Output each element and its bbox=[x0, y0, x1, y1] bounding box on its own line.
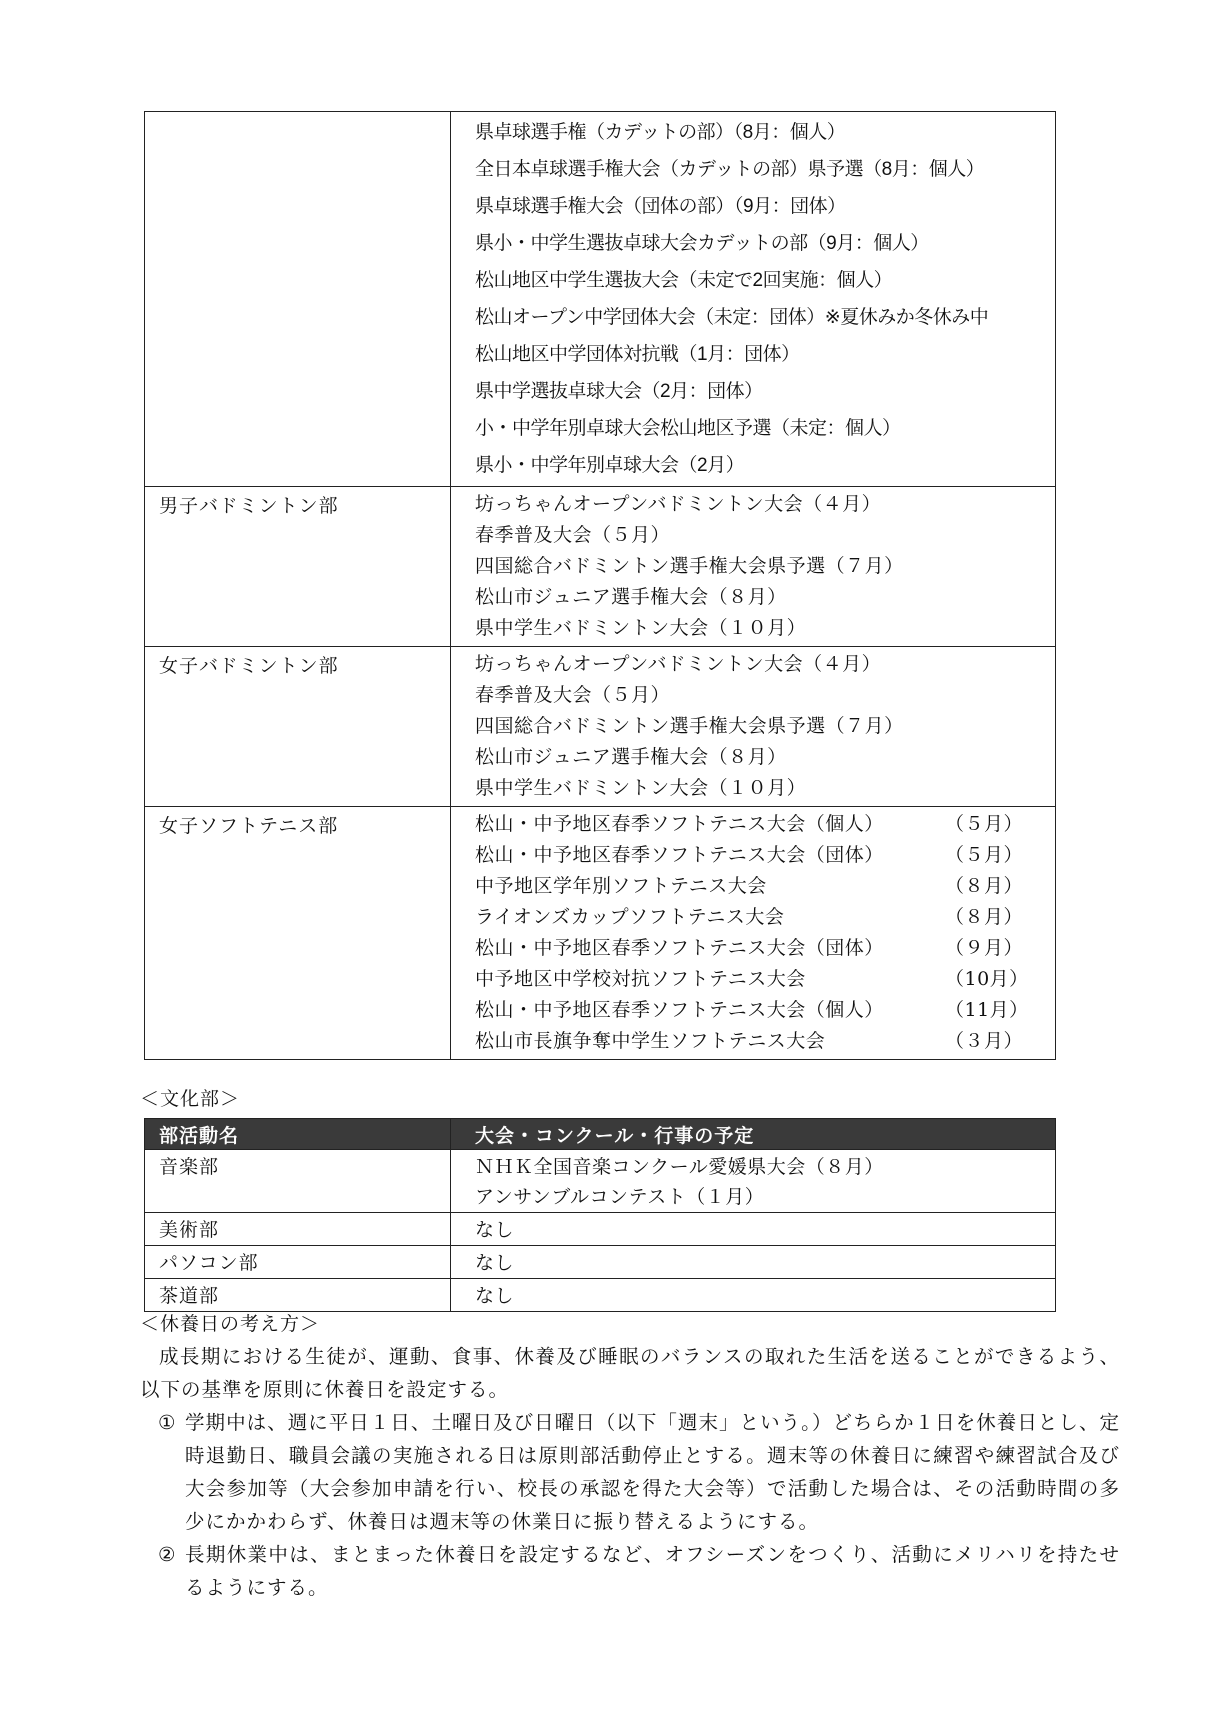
event-item bbox=[475, 299, 1055, 336]
rest-day-policy bbox=[140, 1340, 1120, 1604]
event-item: アンサンブルコンテスト（１月） bbox=[475, 1186, 765, 1208]
item-number: ② bbox=[158, 1543, 177, 1566]
rest-day-section-label: ＜休養日の考え方＞ bbox=[140, 1313, 321, 1335]
event-month: （９月） bbox=[945, 937, 1024, 959]
table-row bbox=[145, 112, 1056, 487]
club-name: 音楽部 bbox=[145, 1150, 451, 1213]
event-list bbox=[451, 1279, 1056, 1312]
event-name: 松山地区中学生選抜大会（未定で2回実施：個人） bbox=[475, 270, 893, 291]
event-item bbox=[475, 649, 1055, 680]
event-name: 県小・中学生選抜卓球大会カデットの部（9月：個人） bbox=[475, 233, 929, 254]
event-item bbox=[475, 613, 1055, 644]
event-item bbox=[475, 447, 1055, 484]
event-name: 県小・中学年別卓球大会（2月） bbox=[475, 455, 745, 476]
event-month: （３月） bbox=[945, 1030, 1024, 1052]
event-item bbox=[475, 582, 1055, 613]
header-events: 大会・コンクール・行事の予定 bbox=[451, 1119, 1056, 1150]
event-item bbox=[475, 1026, 1055, 1057]
header-club: 部活動名 bbox=[145, 1119, 451, 1150]
event-name: 県中学生バドミントン大会（１０月） bbox=[475, 777, 807, 799]
table-row bbox=[145, 487, 1056, 647]
event-item bbox=[475, 336, 1055, 373]
table-row bbox=[145, 1213, 1056, 1246]
event-name: 県中学生バドミントン大会（１０月） bbox=[475, 617, 807, 639]
event-name: 春季普及大会（５月） bbox=[475, 684, 671, 706]
event-item: ＮＨＫ全国音楽コンクール愛媛県大会（８月） bbox=[475, 1156, 884, 1178]
event-month: （10月） bbox=[945, 968, 1029, 990]
event-item: なし bbox=[475, 1285, 515, 1307]
event-name: 坊っちゃんオープンバドミントン大会（４月） bbox=[475, 493, 882, 515]
event-name: 坊っちゃんオープンバドミントン大会（４月） bbox=[475, 653, 882, 675]
event-item bbox=[475, 225, 1055, 262]
event-name: 中予地区中学校対抗ソフトテニス大会 bbox=[475, 968, 806, 990]
event-item bbox=[475, 995, 1055, 1026]
club-name: パソコン部 bbox=[145, 1246, 451, 1279]
event-item bbox=[475, 933, 1055, 964]
event-name: 松山市長旗争奪中学生ソフトテニス大会 bbox=[475, 1030, 826, 1052]
event-name: 四国総合バドミントン選手権大会県予選（７月） bbox=[475, 555, 904, 577]
club-name: 男子バドミントン部 bbox=[145, 487, 451, 647]
event-month: （８月） bbox=[945, 906, 1024, 928]
event-item bbox=[475, 773, 1055, 804]
event-month: （５月） bbox=[945, 813, 1024, 835]
sports-club-table-body bbox=[145, 112, 1056, 1060]
event-item bbox=[475, 520, 1055, 551]
club-name: 美術部 bbox=[145, 1213, 451, 1246]
event-item bbox=[475, 551, 1055, 582]
event-item bbox=[475, 680, 1055, 711]
club-name: 茶道部 bbox=[145, 1279, 451, 1312]
event-name: 松山・中予地区春季ソフトテニス大会（個人） bbox=[475, 813, 884, 835]
culture-club-table-body bbox=[145, 1150, 1056, 1312]
event-name: 松山・中予地区春季ソフトテニス大会（団体） bbox=[475, 937, 884, 959]
table-row bbox=[145, 807, 1056, 1060]
event-item bbox=[475, 262, 1055, 299]
event-item bbox=[475, 871, 1055, 902]
event-item bbox=[475, 151, 1055, 188]
event-list bbox=[451, 1150, 1056, 1213]
sports-club-table bbox=[144, 111, 1056, 1060]
event-list bbox=[451, 1246, 1056, 1279]
table-header-row bbox=[145, 1119, 1056, 1150]
event-name: ライオンズカップソフトテニス大会 bbox=[475, 906, 785, 928]
event-name: 春季普及大会（５月） bbox=[475, 524, 671, 546]
item-text: 学期中は、週に平日１日、土曜日及び日曜日（以下「週末」という。）どちらか１日を休養日とし、定時退勤日、職員会議の実施される日は原則部活動停止とする。週末等の休養日に練習や練習試合及び大会参加等（大会参加申請を行い、校長の承認を得た大会等）で活動した場合は、その活動時間の多少にかかわらず、休養日は週末等の休業日に振り替えるようにする。 bbox=[185, 1411, 1120, 1533]
rest-day-intro: 成長期における生徒が、運動、食事、休養及び睡眠のバランスの取れた生活を送ることができるよう、以下の基準を原則に休養日を設定する。 bbox=[140, 1345, 1120, 1401]
club-name bbox=[145, 112, 451, 487]
event-list bbox=[451, 647, 1056, 807]
event-name: 松山地区中学団体対抗戦（1月：団体） bbox=[475, 344, 800, 365]
rest-day-item bbox=[140, 1406, 1120, 1538]
club-name: 女子バドミントン部 bbox=[145, 647, 451, 807]
event-item bbox=[475, 114, 1055, 151]
event-month: （８月） bbox=[945, 875, 1024, 897]
event-name: 四国総合バドミントン選手権大会県予選（７月） bbox=[475, 715, 904, 737]
event-month: （11月） bbox=[945, 999, 1029, 1021]
event-list bbox=[451, 807, 1056, 1060]
event-item: なし bbox=[475, 1252, 515, 1274]
item-number: ① bbox=[158, 1411, 177, 1434]
event-name: 県卓球選手権大会（団体の部）（9月：団体） bbox=[475, 196, 846, 217]
event-item bbox=[475, 902, 1055, 933]
rest-day-item bbox=[140, 1538, 1120, 1604]
event-list bbox=[451, 1213, 1056, 1246]
event-item bbox=[475, 840, 1055, 871]
event-name: 中予地区学年別ソフトテニス大会 bbox=[475, 875, 767, 897]
table-row bbox=[145, 1279, 1056, 1312]
event-item bbox=[475, 742, 1055, 773]
event-item bbox=[475, 373, 1055, 410]
event-item bbox=[475, 809, 1055, 840]
event-name: 松山市ジュニア選手権大会（８月） bbox=[475, 746, 787, 768]
event-name: 全日本卓球選手権大会（カデットの部）県予選（8月：個人） bbox=[475, 159, 985, 180]
item-text: 長期休業中は、まとまった休養日を設定するなど、オフシーズンをつくり、活動にメリハリを持たせるようにする。 bbox=[185, 1543, 1120, 1599]
event-item bbox=[475, 964, 1055, 995]
event-name: 県中学選抜卓球大会（2月：団体） bbox=[475, 381, 763, 402]
event-item: なし bbox=[475, 1219, 515, 1241]
event-month: （５月） bbox=[945, 844, 1024, 866]
event-name: 小・中学年別卓球大会松山地区予選（未定：個人） bbox=[475, 418, 901, 439]
culture-section-label: ＜文化部＞ bbox=[140, 1088, 241, 1110]
event-name: 松山市ジュニア選手権大会（８月） bbox=[475, 586, 787, 608]
table-row bbox=[145, 1150, 1056, 1213]
event-name: 県卓球選手権（カデットの部）（8月：個人） bbox=[475, 122, 846, 143]
club-name: 女子ソフトテニス部 bbox=[145, 807, 451, 1060]
table-row bbox=[145, 647, 1056, 807]
event-name: 松山・中予地区春季ソフトテニス大会（団体） bbox=[475, 844, 884, 866]
event-list bbox=[451, 112, 1056, 487]
event-list bbox=[451, 487, 1056, 647]
event-name: 松山・中予地区春季ソフトテニス大会（個人） bbox=[475, 999, 884, 1021]
table-row bbox=[145, 1246, 1056, 1279]
culture-club-table bbox=[144, 1118, 1056, 1312]
event-item bbox=[475, 711, 1055, 742]
event-item bbox=[475, 489, 1055, 520]
event-item bbox=[475, 188, 1055, 225]
event-name: 松山オープン中学団体大会（未定：団体）※夏休みか冬休み中 bbox=[475, 307, 989, 328]
event-item bbox=[475, 410, 1055, 447]
